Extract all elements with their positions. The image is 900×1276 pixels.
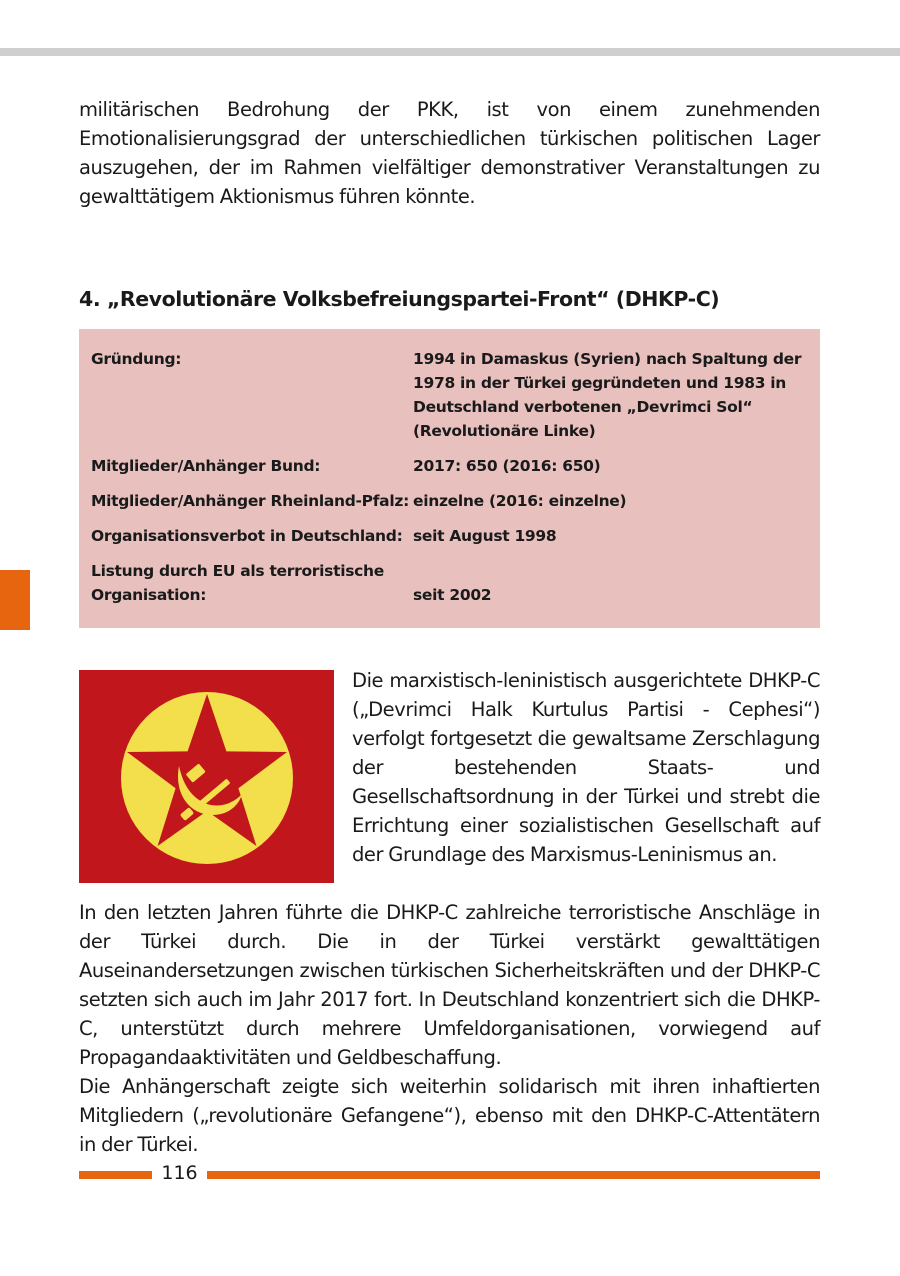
fact-label: Mitglieder/Anhänger Bund:: [91, 457, 321, 475]
fact-label: Listung durch EU als terroristische Organisation:: [91, 562, 384, 604]
body-paragraph-3: Die Anhängerschaft zeigte sich weiterhin solidarisch mit ihren inhaftierten Mitgliedern („revolutionäre Gefangene“), ebenso mit den DHKP-C-Attentätern in der Türkei.: [79, 1075, 820, 1156]
fact-label: Organisationsverbot in Deutschland:: [91, 527, 403, 545]
fact-value: einzelne (2016: einzelne): [413, 492, 627, 510]
body-paragraph-1: Die marxistisch-leninistisch ausgerichtete DHKP-C („Devrimci Halk Kurtulus Partisi - Cephesi“) verfolgt fortgesetzt die gewaltsame Zerschlagung der bestehenden Staats- und Gesellschaftsordnung in der Türkei und strebt die Errichtung einer sozialistischen Gesellschaft auf der Grundlage des Marxismus-Leninismus an.: [352, 669, 820, 866]
page-number: 116: [161, 1162, 198, 1184]
fact-label: Mitglieder/Anhänger Rheinland-Pfalz:: [91, 492, 409, 510]
top-rule: [0, 48, 900, 56]
fact-row: [91, 454, 808, 478]
fact-value: 2017: 650 (2016: 650): [413, 457, 601, 475]
footer-rule-right: [207, 1171, 820, 1179]
page-content: [79, 95, 820, 1159]
fact-row: [91, 489, 808, 513]
body-text: [79, 666, 820, 1159]
chapter-side-tab: [0, 570, 30, 630]
fact-row: [91, 524, 808, 548]
fact-value: 1994 in Damaskus (Syrien) nach Spaltung der 1978 in der Türkei gegründeten und 1983 in Deutschland verbotenen „Devrimci Sol“ (Revolutionäre Linke): [413, 350, 802, 440]
fact-box: [79, 329, 820, 628]
fact-value: seit 2002: [413, 586, 492, 604]
dhkp-c-flag-image: [79, 670, 334, 883]
fact-row: [91, 347, 808, 443]
footer-rule-left: [79, 1171, 152, 1179]
fact-label: Gründung:: [91, 350, 182, 368]
section-title: 4. „Revolutionäre Volksbefreiungspartei-Front“ (DHKP-C): [79, 287, 720, 311]
fact-row: [91, 559, 808, 607]
fact-value: seit August 1998: [413, 527, 557, 545]
body-paragraph-2: In den letzten Jahren führte die DHKP-C zahlreiche terroristische Anschläge in der Türkei durch. Die in der Türkei verstärkt gewalttätigen Auseinandersetzungen zwischen türkischen Sicherheitskräften und der DHKP-C setzten sich auch im Jahr 2017 fort. In Deutschland konzentriert sich die DHKP-C, unterstützt durch mehrere Umfeldorganisationen, vorwiegend auf Propagandaaktivitäten und Geldbeschaffung.: [79, 901, 820, 1069]
intro-paragraph: militärischen Bedrohung der PKK, ist von einem zunehmenden Emotionalisierungsgrad der unterschiedlichen türkischen politischen Lager auszugehen, der im Rahmen vielfältiger demonstrativer Veranstaltungen zu gewalttätigem Aktionismus führen könnte.: [79, 98, 820, 208]
